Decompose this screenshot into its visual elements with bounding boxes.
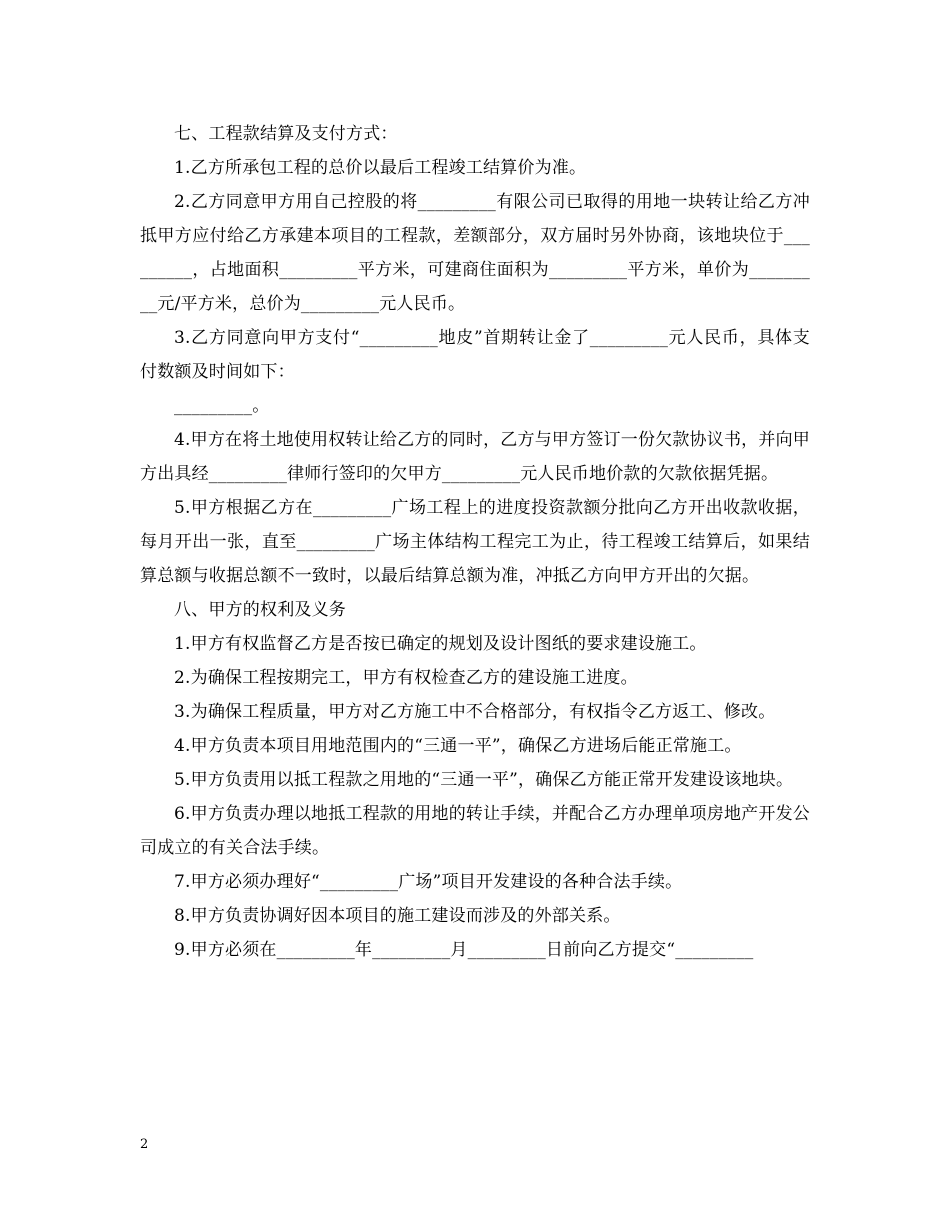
clause-8-5: 5.甲方负责用以抵工程款之用地的“三通一平”，确保乙方能正常开发建设该地块。 [174,770,794,790]
clause-7-4: 4.甲方在将土地使用权转让给乙方的同时，乙方与甲方签订一份欠款协议书，并向甲方出具经_________律师行签印的欠甲方_________元人民币地价款的欠款依据凭据。 [140,430,810,484]
clause-8-4: 4.甲方负责本项目用地范围内的“三通一平”，确保乙方进场后能正常施工。 [174,736,742,756]
clause-8-6: 6.甲方负责办理以地抵工程款的用地的转让手续，并配合乙方办理单项房地产开发公司成立的有关合法手续。 [140,804,810,858]
clause-7-5: 5.甲方根据乙方在_________广场工程上的进度投资款额分批向乙方开出收款收据，每月开出一张，直至_________广场主体结构工程完工为止，待工程竣工结算后，如果结算总额与收据总额不一致时，以最后结算总额为准，冲抵乙方向甲方开出的欠据。 [140,498,810,586]
document-body [140,117,810,967]
section-heading-7: 七、工程款结算及支付方式： [174,124,398,144]
clause-8-2: 2.为确保工程按期完工，甲方有权检查乙方的建设施工进度。 [174,668,638,688]
page-number: 2 [140,1137,149,1152]
clause-7-1: 1.乙方所承包工程的总价以最后工程竣工结算价为准。 [174,158,587,178]
clause-8-8: 8.甲方负责协调好因本项目的施工建设而涉及的外部关系。 [174,906,621,926]
clause-7-3-blank: _________。 [174,396,270,416]
clause-8-3: 3.为确保工程质量，甲方对乙方施工中不合格部分，有权指令乙方返工、修改。 [174,702,776,722]
clause-8-1: 1.甲方有权监督乙方是否按已确定的规划及设计图纸的要求建设施工。 [174,634,707,654]
clause-8-9: 9.甲方必须在_________年_________月_________日前向乙方提交“_________ [174,940,754,960]
clause-7-2: 2.乙方同意甲方用自己控股的将_________有限公司已取得的用地一块转让给乙方冲抵甲方应付给乙方承建本项目的工程款，差额部分，双方届时另外协商，该地块位于_________，占地面积_________平方米，可建商住面积为_________平方米，单价为_________元/平方米，总价为_________元人民币。 [140,192,810,314]
section-heading-8: 八、甲方的权利及义务 [174,600,346,620]
clause-8-7: 7.甲方必须办理好“_________广场”项目开发建设的各种合法手续。 [174,872,683,892]
clause-7-3: 3.乙方同意向甲方支付“_________地皮”首期转让金了_________元人民币，具体支付数额及时间如下： [140,328,810,382]
